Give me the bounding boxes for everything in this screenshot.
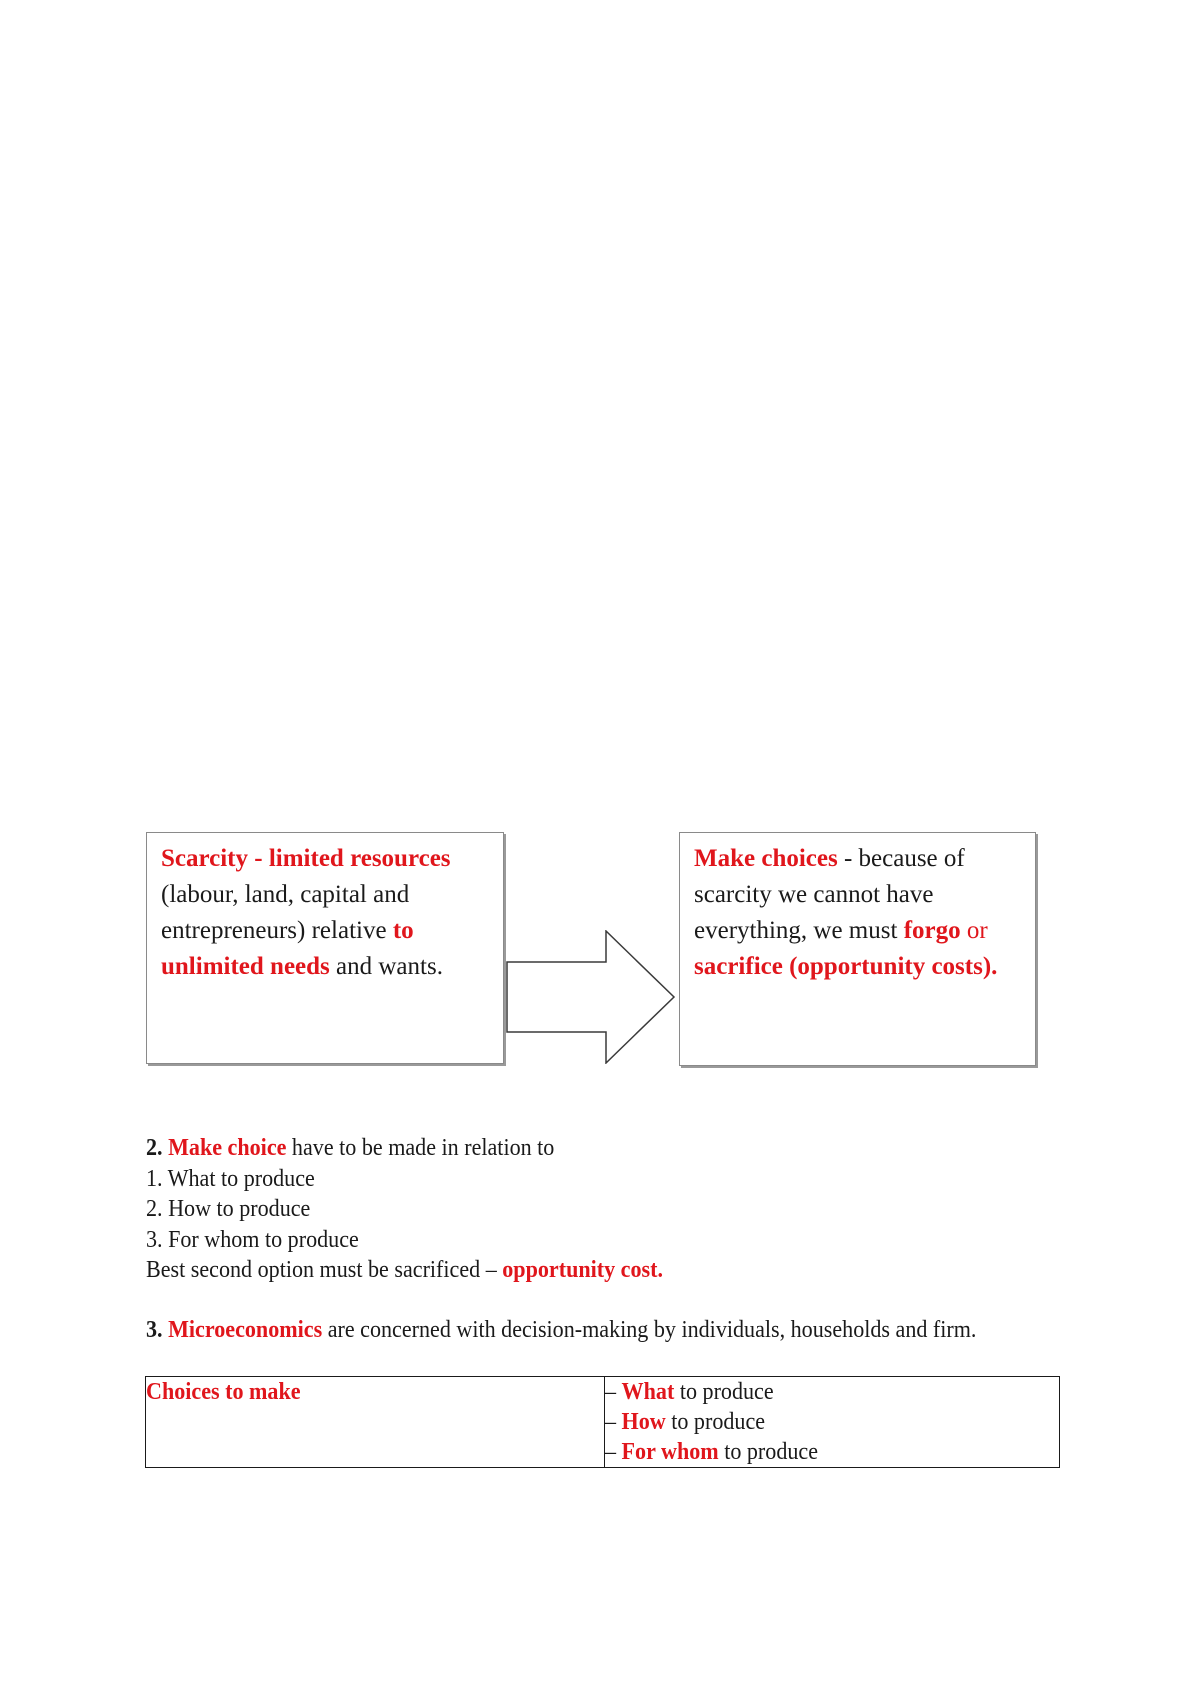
section2-highlight: Make choice <box>168 1135 287 1161</box>
section2-intro: have to be made in relation to <box>286 1135 555 1161</box>
for-whom-highlight: For whom <box>621 1439 719 1465</box>
unlimited-needs-highlight: to unlimited needs <box>161 917 414 980</box>
list-item: 2. How to produce <box>146 1196 311 1222</box>
opportunity-cost-highlight: opportunity cost. <box>502 1257 663 1283</box>
section2-closing <box>146 1255 992 1286</box>
list-item: 3. For whom to produce <box>146 1226 359 1253</box>
scarcity-highlight: Scarcity - limited resources <box>161 845 451 872</box>
what-highlight: What <box>621 1379 675 1405</box>
choices-list-cell <box>605 1377 1060 1468</box>
item-text: to produce <box>665 1409 766 1435</box>
section2-heading <box>146 1133 992 1164</box>
list-item <box>605 1377 1023 1407</box>
scarcity-text <box>161 841 491 985</box>
section3-text: are concerned with decision-making by individuals, households and firm. <box>322 1317 977 1343</box>
scarcity-body-end: and wants. <box>329 953 443 980</box>
scarcity-box <box>146 832 504 1064</box>
list-item <box>605 1407 1023 1437</box>
sacrifice-highlight: sacrifice (opportunity costs). <box>694 953 998 980</box>
make-choices-highlight: Make choices <box>694 845 838 872</box>
right-arrow-icon <box>506 930 676 1064</box>
section-microeconomics <box>146 1315 992 1346</box>
dash: – <box>605 1439 622 1465</box>
table-row <box>146 1377 1060 1468</box>
make-choices-text <box>694 841 1023 985</box>
dash: – <box>605 1379 622 1405</box>
section2-number: 2. <box>146 1135 163 1161</box>
choices-label: Choices to make <box>146 1379 301 1405</box>
forgo-highlight: forgo <box>903 917 961 944</box>
section-make-choice <box>146 1133 992 1286</box>
item-text: to produce <box>718 1439 819 1465</box>
list-item: 1. What to produce <box>146 1165 315 1192</box>
microeconomics-highlight: Microeconomics <box>168 1317 323 1343</box>
section3-paragraph <box>146 1315 992 1346</box>
or-text: or <box>960 917 988 944</box>
choices-table <box>145 1376 1060 1468</box>
item-text: to produce <box>674 1379 774 1405</box>
choices-label-cell <box>146 1377 605 1468</box>
list-item <box>605 1437 1023 1467</box>
dash: – <box>605 1409 622 1435</box>
make-choices-body: - because of scarcity we cannot have everything, we must <box>694 845 965 944</box>
make-choices-box <box>679 832 1036 1066</box>
section3-number: 3. <box>146 1317 163 1343</box>
how-highlight: How <box>621 1409 666 1435</box>
scarcity-body: (labour, land, capital and entrepreneurs) relative <box>161 881 410 944</box>
closing-text: Best second option must be sacrificed – <box>146 1257 503 1283</box>
